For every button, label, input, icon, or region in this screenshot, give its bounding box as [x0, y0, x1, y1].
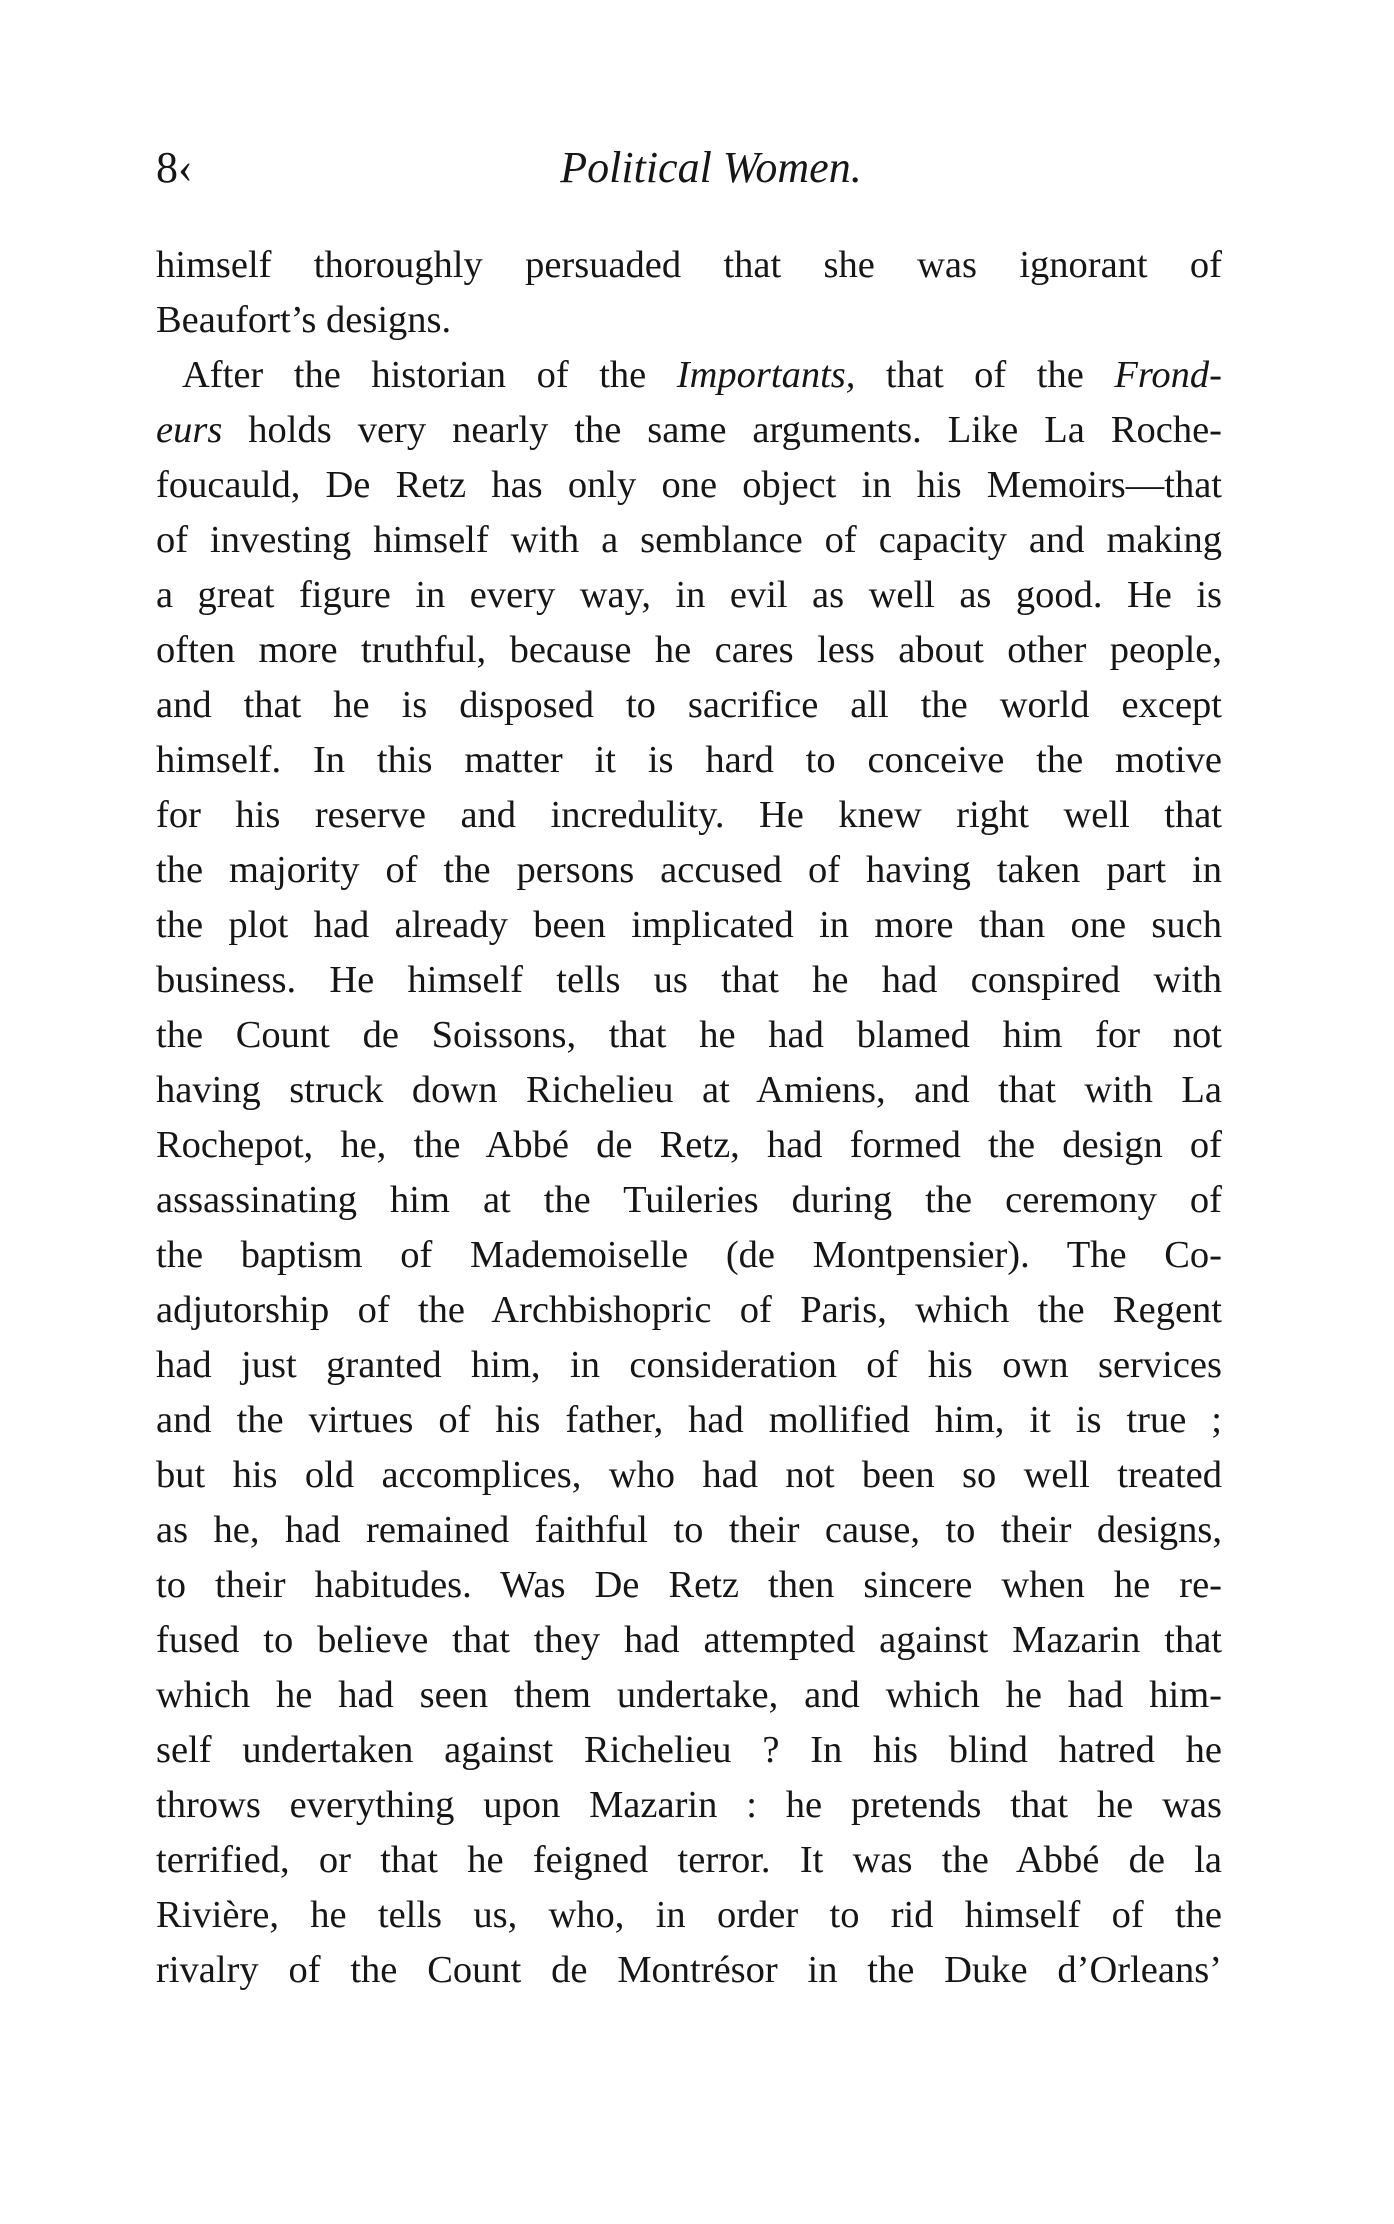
page-number: 8‹: [156, 143, 193, 192]
text-line: of investing himself with a semblance of capacity and making: [156, 519, 1222, 561]
running-title: Political Women.: [560, 143, 862, 192]
text-line: and the virtues of his father, had mollified him, it is true ;: [156, 1399, 1222, 1441]
text-line: having struck down Richelieu at Amiens, and that with La: [156, 1069, 1222, 1111]
text-line: which he had seen them undertake, and which he had him-: [156, 1674, 1222, 1716]
text-segment: After the historian of the: [182, 354, 677, 396]
text-line: fused to believe that they had attempted against Mazarin that: [156, 1619, 1222, 1661]
text-line: the Count de Soissons, that he had blamed him for not: [156, 1014, 1222, 1056]
text-line: the baptism of Mademoiselle (de Montpensier). The Co-: [156, 1234, 1222, 1276]
text-line: Rivière, he tells us, who, in order to rid himself of the: [156, 1894, 1222, 1936]
text-line: throws everything upon Mazarin : he pretends that he was: [156, 1784, 1222, 1826]
text-line: but his old accomplices, who had not been so well treated: [156, 1454, 1222, 1496]
text-line: business. He himself tells us that he had conspired with: [156, 959, 1222, 1001]
text-line: a great figure in every way, in evil as well as good. He is: [156, 574, 1222, 616]
text-line: self undertaken against Richelieu ? In his blind hatred he: [156, 1729, 1222, 1771]
text-segment: holds very nearly the same arguments. Like La Roche-: [222, 409, 1222, 451]
text-line: the majority of the persons accused of having taken part in: [156, 849, 1222, 891]
body-text: [156, 238, 1222, 1998]
text-line: to their habitudes. Was De Retz then sincere when he re-: [156, 1564, 1222, 1606]
text-line: rivalry of the Count de Montrésor in the Duke d’Orleans’: [156, 1949, 1222, 1991]
page-header: [156, 138, 1236, 208]
text-line: for his reserve and incredulity. He knew right well that: [156, 794, 1222, 836]
text-segment: that of the: [855, 354, 1115, 396]
text-line: the plot had already been implicated in more than one such: [156, 904, 1222, 946]
text-line: and that he is disposed to sacrifice all the world except: [156, 684, 1222, 726]
text-line: Rochepot, he, the Abbé de Retz, had formed the design of: [156, 1124, 1222, 1166]
text-line: [156, 348, 1222, 403]
italic-term: Importants,: [676, 354, 856, 396]
text-line: Beaufort’s designs.: [156, 299, 452, 341]
text-line: himself. In this matter it is hard to conceive the motive: [156, 739, 1222, 781]
text-line: had just granted him, in consideration of his own services: [156, 1344, 1222, 1386]
paragraph: [156, 238, 1222, 348]
text-line: himself thoroughly persuaded that she was ignorant of: [156, 244, 1222, 286]
text-line: terrified, or that he feigned terror. It was the Abbé de la: [156, 1839, 1222, 1881]
text-line: assassinating him at the Tuileries during the ceremony of: [156, 1179, 1222, 1221]
text-line: adjutorship of the Archbishopric of Paris, which the Regent: [156, 1289, 1222, 1331]
italic-term: eurs: [156, 409, 223, 451]
paragraph: [156, 348, 1222, 1998]
text-line: foucauld, De Retz has only one object in his Memoirs—that: [156, 464, 1222, 506]
italic-term: Frond-: [1114, 354, 1222, 396]
text-line: as he, had remained faithful to their cause, to their designs,: [156, 1509, 1222, 1551]
text-line: [156, 403, 1222, 458]
text-line: often more truthful, because he cares less about other people,: [156, 629, 1222, 671]
